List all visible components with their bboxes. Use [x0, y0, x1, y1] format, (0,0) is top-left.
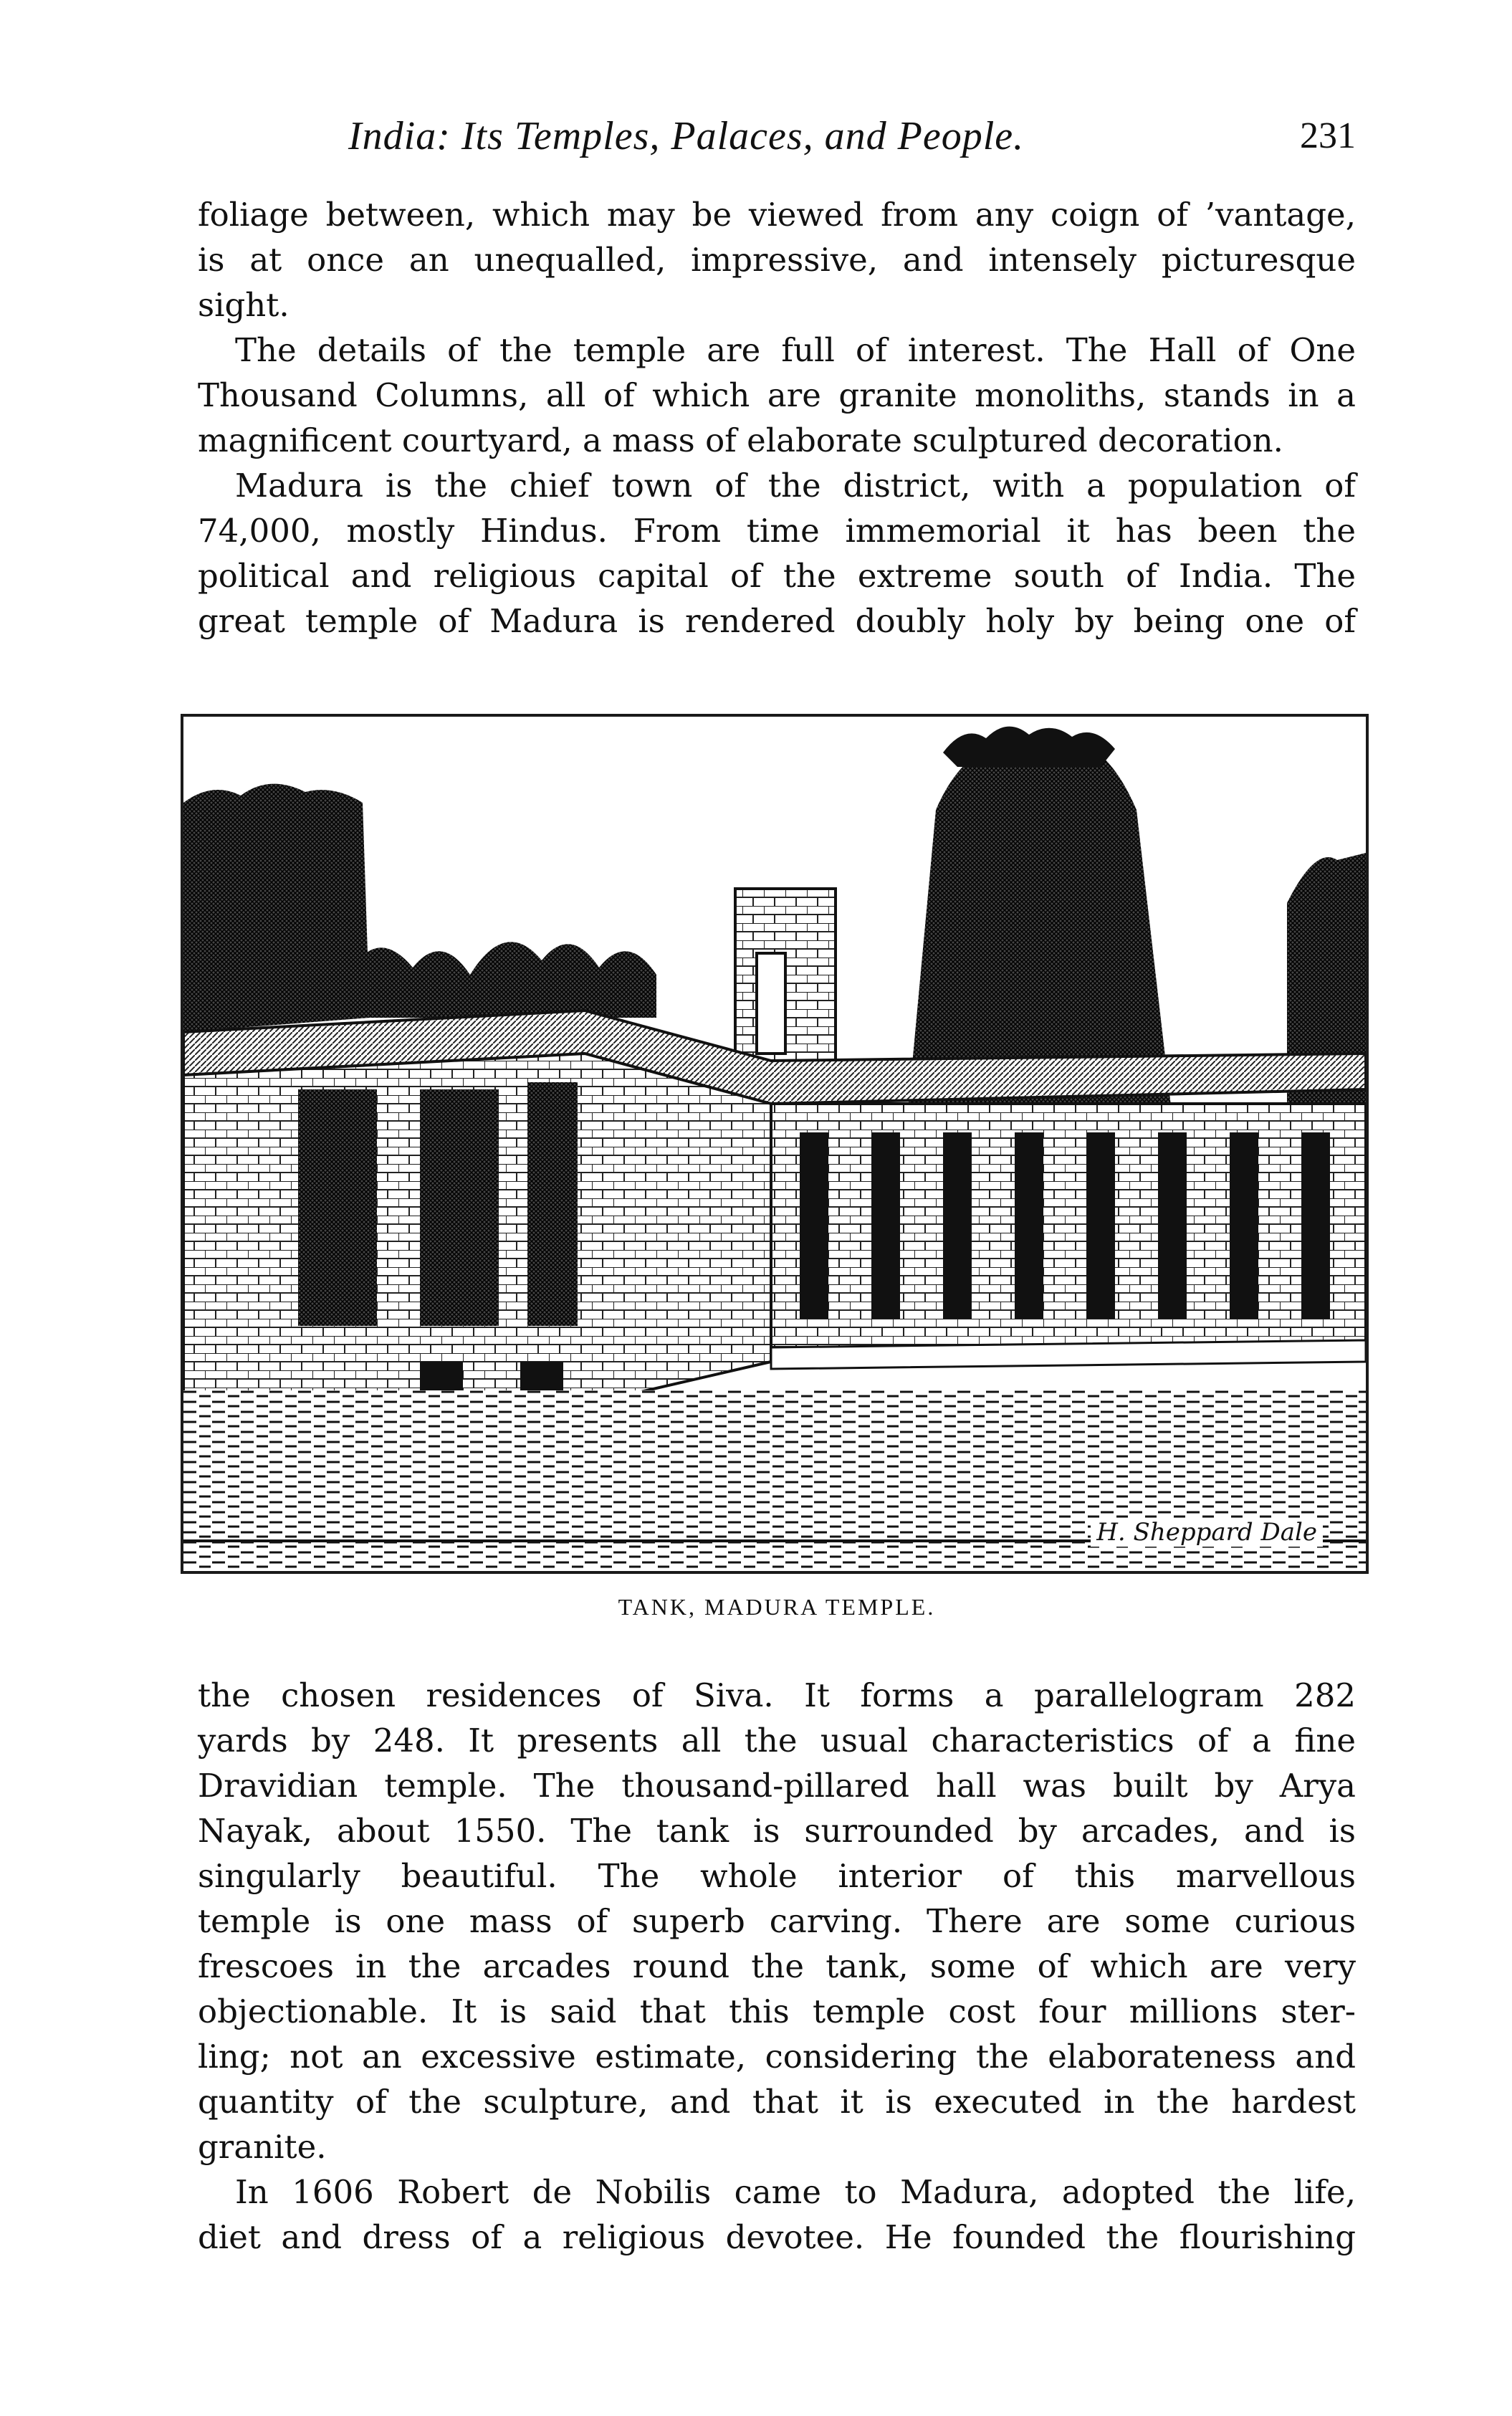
body-text-before-figure	[198, 192, 1356, 644]
text-line: Madura is the chief town of the district, with a population of	[235, 467, 1356, 505]
body-text-after-figure	[198, 1673, 1356, 2260]
text-line: granite.	[198, 2128, 327, 2166]
text-line: In 1606 Robert de Nobilis came to Madura, adopted the life,	[235, 2173, 1356, 2211]
artist-signature: H. Sheppard Dale	[1091, 1518, 1323, 1547]
running-title: India: Its Temples, Palaces, and People.	[348, 114, 1025, 158]
text-line: the chosen residences of Siva. It forms a parallelogram 282	[198, 1676, 1356, 1714]
text-line: temple is one mass of superb carving. There are some curious	[198, 1902, 1356, 1940]
text-line: singularly beautiful. The whole interior of this marvellous	[198, 1857, 1356, 1895]
text-line: Nayak, about 1550. The tank is surrounded by arcades, and is	[198, 1812, 1356, 1850]
text-line: frescoes in the arcades round the tank, some of which are very	[198, 1947, 1356, 1985]
figure-tank-madura-temple	[181, 714, 1369, 1574]
text-line: quantity of the sculpture, and that it is executed in the hardest	[198, 2083, 1356, 2121]
text-line: sight.	[198, 286, 290, 324]
text-line: Dravidian temple. The thousand-pillared hall was built by Arya	[198, 1767, 1356, 1805]
text-line: ling; not an excessive estimate, considering the elaborateness and	[198, 2038, 1356, 2076]
text-line: The details of the temple are full of interest. The Hall of One	[235, 331, 1356, 369]
running-header	[198, 108, 1356, 165]
figure-caption: TANK, MADURA TEMPLE.	[618, 1594, 936, 1620]
text-line: diet and dress of a religious devotee. He founded the flourishing	[198, 2218, 1356, 2256]
text-line: political and religious capital of the extreme south of India. The	[198, 557, 1356, 595]
text-line: is at once an unequalled, impressive, and intensely picturesque	[198, 241, 1356, 279]
engraving-illustration	[183, 717, 1366, 1571]
text-line: magnificent courtyard, a mass of elaborate sculptured decoration.	[198, 421, 1283, 459]
text-line: foliage between, which may be viewed from any coign of ’vantage,	[198, 196, 1356, 234]
text-line: yards by 248. It presents all the usual characteristics of a fine	[198, 1722, 1356, 1760]
text-line: great temple of Madura is rendered doubly holy by being one of	[198, 602, 1356, 640]
page-number: 231	[1300, 115, 1356, 156]
text-line: 74,000, mostly Hindus. From time immemorial it has been the	[198, 512, 1356, 550]
text-line: Thousand Columns, all of which are granite monoliths, stands in a	[198, 376, 1356, 414]
text-line: objectionable. It is said that this temple cost four millions ster-	[198, 1992, 1356, 2030]
